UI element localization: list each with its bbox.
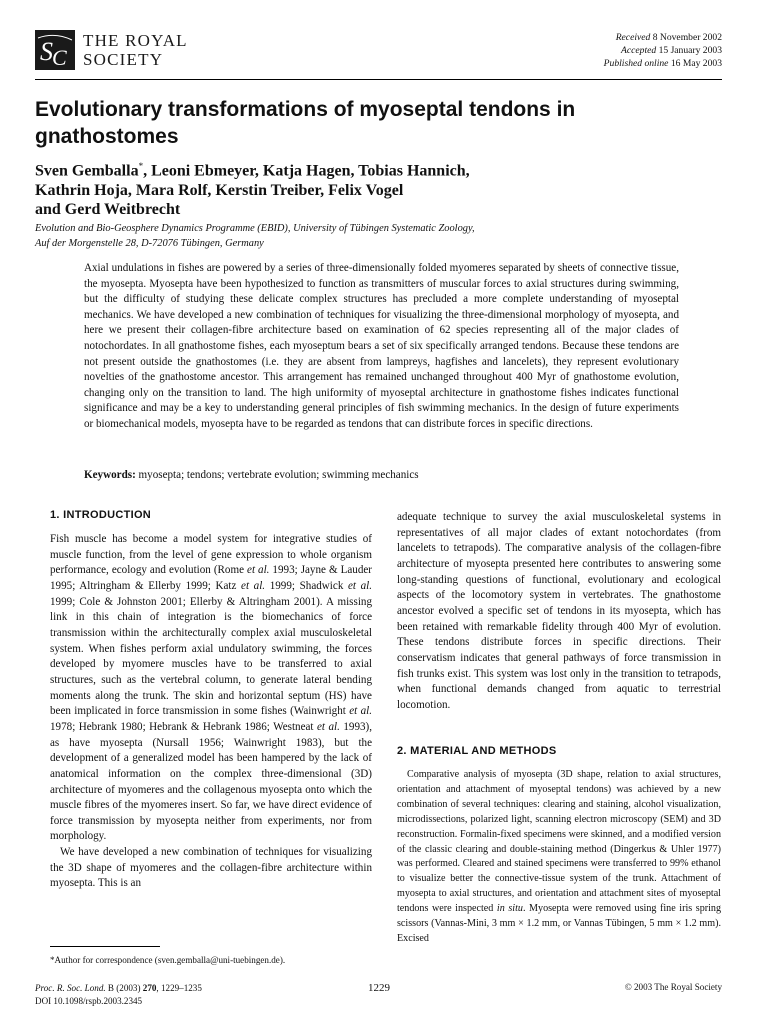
introduction-paragraph-1: Fish muscle has become a model system for integrative studies of muscle function, from the level of gene expression to whole organism performance, ecology and evolution (Rome et al. 1993; Jayne & Lauder 1995; Altringham & Ellerby 1999; Katz et al. 1999; Shadwick et al. 1999; Cole & Johnston 2001; Ellerby & Altringham 2001). A missing link in this chain of integration is the biomechanics of force transmission within the architecturally complex axial musculoskeletal system. When fishes perform axial undulatory swimming, the forces developed by myomere muscles have to be transferred to axial structures, such as the vertebral column, to generate lateral bending moments along the trunk. The skin and horizontal septum (HS) have been implicated in force transmission in some fishes (Wainwright et al. 1978; Hebrank 1980; Hebrank & Hebrank 1986; Westneat et al. 1993), as have myosepta (Nursall 1956; Wainwright 1983), but the development of a generalized model has been hampered by the lack of anatomical information on the complex three-dimensional (3D) architecture of myomeres and the collagenous myosepta onto which the muscle fibres of the myomeres insert. So far, we have direct evidence of force transmission by myosepta neither from experiments, nor from morphology. (50, 533, 373, 843)
introduction-left-column (50, 532, 372, 892)
section-heading-methods: 2. MATERIAL AND METHODS (397, 745, 557, 757)
svg-text:S: S (40, 37, 53, 66)
authors-line2: Kathrin Hoja, Mara Rolf, Kerstin Treiber, Felix Vogel (35, 181, 404, 199)
journal-series: B (2003) (105, 983, 143, 993)
journal-pages: , 1229–1235 (156, 983, 202, 993)
keywords-label: Keywords: (84, 469, 136, 481)
publisher-name-line1: THE ROYAL (83, 31, 188, 50)
publisher-name-line2: SOCIETY (83, 50, 164, 69)
header-rule (35, 79, 722, 80)
citation (35, 982, 202, 1008)
methods-column (397, 768, 721, 947)
copyright: © 2003 The Royal Society (624, 982, 722, 992)
publisher-name (83, 31, 188, 69)
doi: DOI 10.1098/rspb.2003.2345 (35, 996, 143, 1006)
article-title: Evolutionary transformations of myoseptal tendons in gnathostomes (35, 98, 576, 148)
published-date: 16 May 2003 (670, 58, 722, 69)
authors-line3: and Gerd Weitbrecht (35, 201, 181, 219)
correspondence-footnote: *Author for correspondence (sven.gemballa@uni-tuebingen.de). (50, 955, 286, 965)
page-number: 1229 (368, 982, 390, 994)
introduction-paragraph-2: We have developed a new combination of techniques for visualizing the 3D shape of myomeres and the collagen-fibre architecture within myosepta. This is an (50, 846, 372, 890)
authors-line1: , Leoni Ebmeyer, Katja Hagen, Tobias Hannich, (143, 162, 470, 180)
first-author: Sven Gemballa (35, 162, 139, 180)
affiliation (35, 221, 725, 251)
keywords (84, 469, 679, 481)
section-heading-introduction: 1. INTRODUCTION (50, 509, 152, 521)
publication-dates (604, 31, 722, 70)
affiliation-line2: Auf der Morgenstelle 28, D-72076 Tübingen, Germany (35, 238, 264, 249)
introduction-right-column (397, 510, 721, 714)
abstract: Axial undulations in fishes are powered by a series of three-dimensionally folded myomeres separated by sheets of connective tissue, the myosepta. Myosepta have been hypothesized to function as transmitters of muscular forces to axial structures during swimming, but the difficulty of studying these delicate complex structures has precluded a more complete understanding of myoseptal mechanics. We have developed a new combination of techniques for visualizing the three-dimensional morphology of myosepta, and here we present their collagen-fibre architecture based on examination of 62 species representing all of the major clades of notochordates. In all gnathostome fishes, each myoseptum bears a set of six specifically arranged tendons. Because these tendons are not present outside the gnathostomes (i.e. they are absent from lampreys, hagfishes and lancelets), they represent evolutionary novelties of the gnathostome ancestor. This arrangement has remained unchanged throughout 400 Myr of gnathostome evolution, changing only on the transition to land. The high uniformity of myoseptal architecture in gnathostome fishes indicates functional significance and may be a key to understanding general principles of fish swimming mechanics. In the design of future experiments or biomechanical models, myosepta have to be regarded as tendons that can distribute forces in specific directions. (84, 262, 679, 430)
received-label: Received (615, 32, 651, 43)
accepted-label: Accepted (621, 45, 657, 56)
published-label: Published online (603, 58, 669, 69)
svg-text:C: C (52, 45, 67, 70)
received-date: 8 November 2002 (652, 32, 722, 43)
correspondence-marker: * (138, 161, 144, 171)
journal-name: Proc. R. Soc. Lond. (35, 983, 106, 993)
author-list (35, 157, 715, 220)
accepted-date: 15 January 2003 (658, 45, 722, 56)
introduction-paragraph-2-continued: adequate technique to survey the axial musculoskeletal systems in representatives of all major clades of extant notochordates (from lancelets to tetrapods). The comparative analysis of the collagen-fibre architecture of myosepta presented here contributes to answering some long-standing questions of functional, evolutionary and ecological aspects of the locomotory system in vertebrates. The gnathostome ancestor evolved a specific set of tendons in its myosepta, which has been retained with remarkable fidelity through 400 Myr of evolution. These tendons distribute forces in specific directions. Their conservatism indicates that general pathways of force transmission in fish trunks exist. This system was lost only in the transition to tetrapods, when functional demands changed from aquatic to terrestrial locomotion. (397, 511, 721, 711)
royal-society-emblem-icon (35, 30, 75, 70)
affiliation-line1: Evolution and Bio-Geosphere Dynamics Programme (EBID), University of Tübingen Systematic Zoology, (35, 223, 475, 234)
keywords-list: myosepta; tendons; vertebrate evolution; swimming mechanics (138, 469, 419, 481)
methods-paragraph-1: Comparative analysis of myosepta (3D shape, relation to axial structures, orientation and attachment of myoseptal tendons) was achieved by a new combination of several techniques: clearing and staining, alcohol visualization, microdissections, polarized light, scanning electron microscopy (SEM) and 3D reconstruction. Formalin-fixed specimens were skinned, and a modified version of the classic clearing and double-staining method (Dingerkus & Uhler 1977) was performed. Cleared and stained specimens were transferred to 99% ethanol to visualize better the connective-tissue system of the trunk. Attachment of myosepta to axial structures, and orientation and attachment sites of myoseptal tendons were inspected in situ. Myosepta were removed using fine iris spring scissors (Vannas-Mini, 3 mm × 1.2 mm, or Vannas Tübingen, 5 mm × 1.2 mm). Excised (397, 769, 722, 944)
journal-volume: 270 (142, 983, 157, 993)
royal-society-logo (35, 30, 191, 70)
footnote-rule (50, 946, 160, 947)
